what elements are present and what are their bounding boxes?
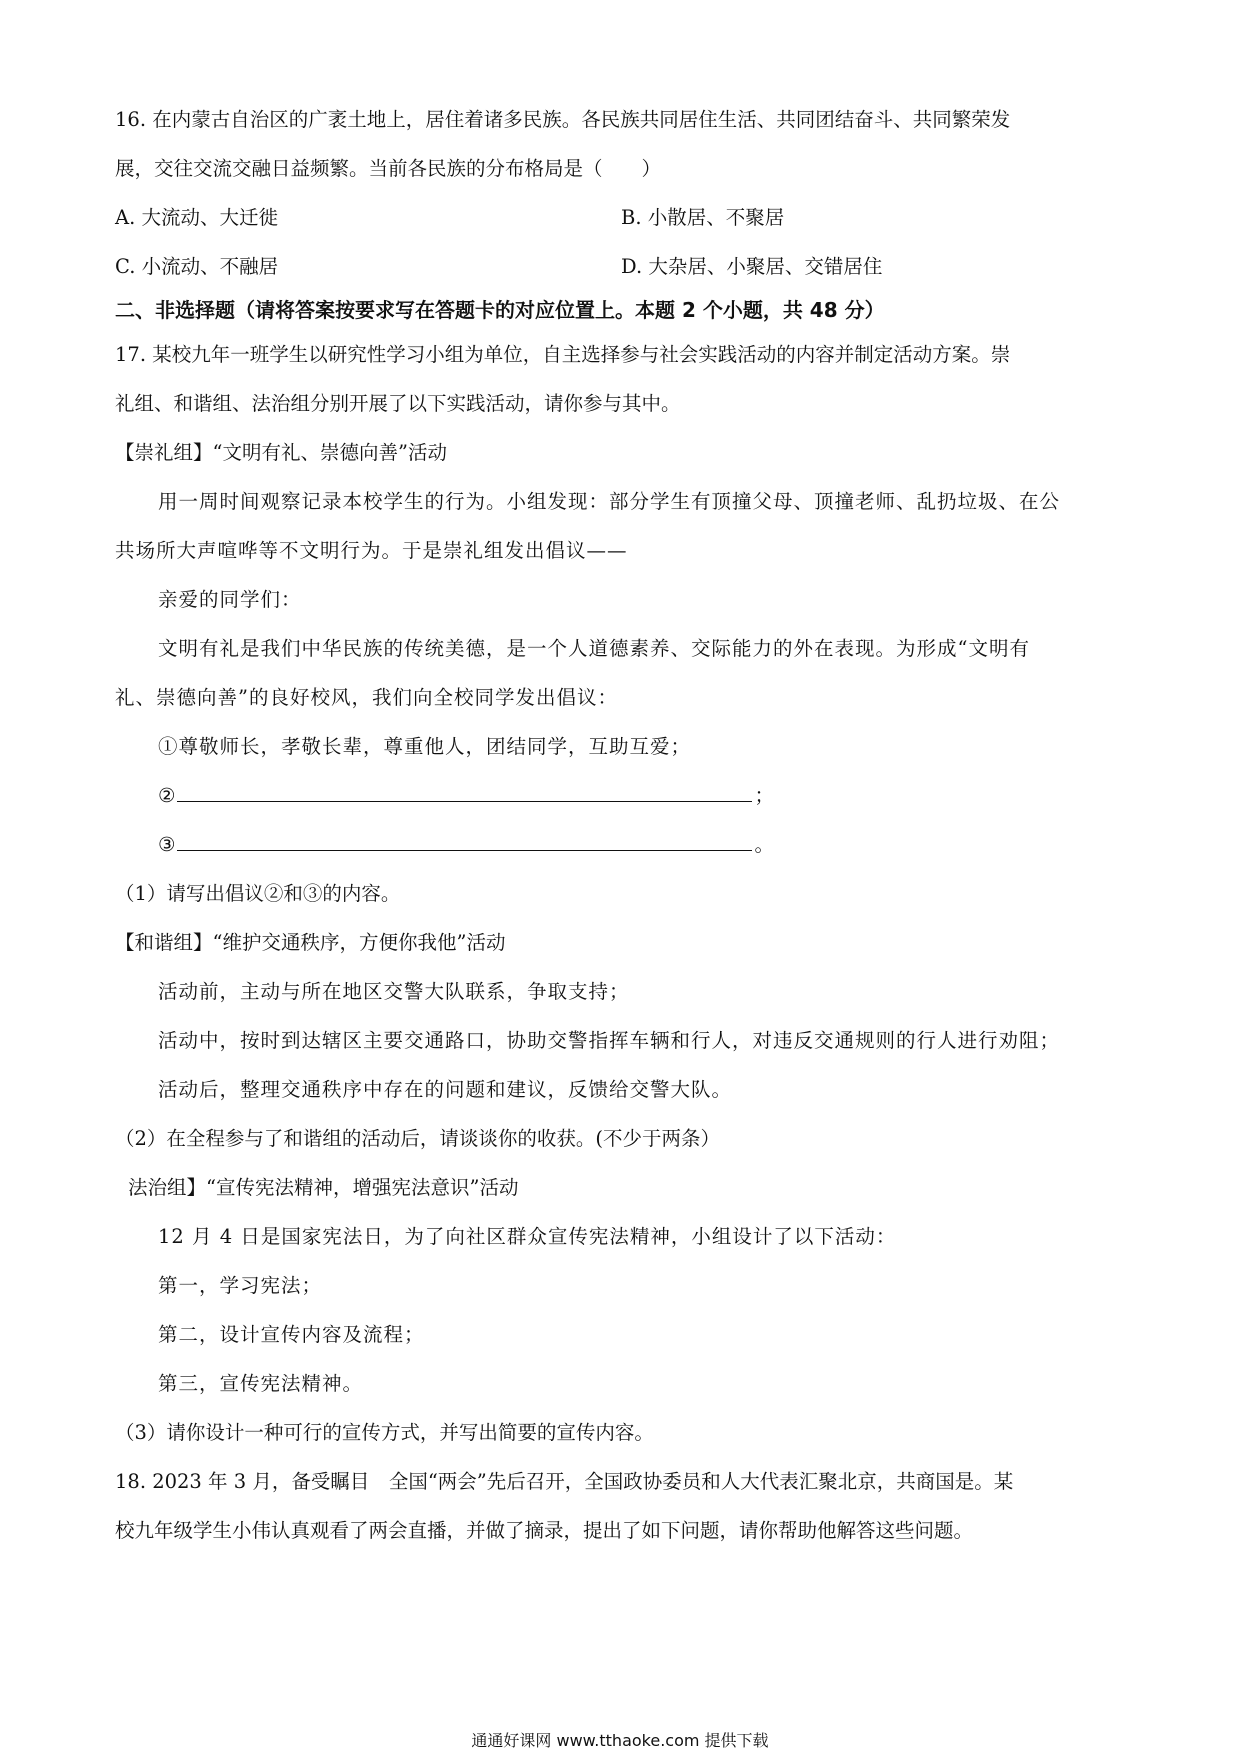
fazhi-step-3: 第三，宣传宪法精神。 [158, 1372, 364, 1395]
q16-stem-line1: 16. 在内蒙古自治区的广袤土地上，居住着诸多民族。各民族共同居住生活、共同团结奋斗、共同繁荣发 [115, 108, 1011, 131]
proposal-2-end: ； [754, 784, 774, 807]
sub-question-1: （1）请写出倡议②和③的内容。 [115, 882, 401, 905]
proposal-2 [158, 786, 774, 806]
fazhi-step-1: 第一，学习宪法； [158, 1274, 323, 1297]
chongli-title: 【崇礼组】“文明有礼、崇德向善”活动 [115, 441, 447, 464]
page-footer: 通通好课网 www.tthaoke.com 提供下载 [471, 1731, 769, 1750]
sub-question-2: （2）在全程参与了和谐组的活动后，请谈谈你的收获。(不少于两条） [115, 1127, 721, 1150]
fazhi-step-2: 第二，设计宣传内容及流程； [158, 1323, 425, 1346]
proposal-2-marker: ② [158, 784, 176, 807]
section2-heading: 二、非选择题（请将答案按要求写在答题卡的对应位置上。本题 2 个小题，共 48 分） [115, 298, 885, 322]
proposal-3-marker: ③ [158, 833, 176, 856]
hexie-during: 活动中，按时到达辖区主要交通路口，协助交警指挥车辆和行人，对违反交通规则的行人进行劝阻； [158, 1029, 1061, 1052]
proposal-1: ①尊敬师长，孝敬长辈，尊重他人，团结同学，互助互爱； [158, 735, 692, 758]
proposal-2-blank[interactable] [177, 799, 752, 802]
fazhi-intro: 12 月 4 日是国家宪法日，为了向社区群众宣传宪法精神，小组设计了以下活动： [158, 1225, 897, 1248]
hexie-after: 活动后，整理交通秩序中存在的问题和建议，反馈给交警大队。 [158, 1078, 733, 1101]
q16-stem-line2: 展，交往交流交融日益频繁。当前各民族的分布格局是（ ） [115, 157, 662, 180]
chongli-greeting: 亲爱的同学们： [158, 588, 302, 611]
proposal-3 [158, 835, 774, 855]
hexie-title: 【和谐组】“维护交通秩序，方便你我他”活动 [115, 931, 506, 954]
chongli-paragraph2-line1: 文明有礼是我们中华民族的传统美德，是一个人道德素养、交际能力的外在表现。为形成“文明有 [158, 637, 1030, 660]
fazhi-title: 法治组】“宣传宪法精神，增强宪法意识”活动 [128, 1176, 519, 1199]
proposal-3-blank[interactable] [177, 848, 752, 851]
q16-option-b: B. 小散居、不聚居 [621, 206, 785, 229]
q16-option-a: A. 大流动、大迁徙 [115, 206, 278, 229]
sub-question-3: （3）请你设计一种可行的宣传方式，并写出简要的宣传内容。 [115, 1421, 654, 1444]
q18-line1: 18. 2023 年 3 月，备受瞩目 全国“两会”先后召开，全国政协委员和人大代表汇聚北京，共商国是。某 [115, 1470, 1014, 1493]
hexie-before: 活动前，主动与所在地区交警大队联系，争取支持； [158, 980, 630, 1003]
q17-intro-line1: 17. 某校九年一班学生以研究性学习小组为单位，自主选择参与社会实践活动的内容并制定活动方案。崇 [115, 343, 1011, 366]
proposal-3-end: 。 [754, 833, 774, 856]
q16-option-c: C. 小流动、不融居 [115, 255, 279, 278]
chongli-paragraph1-line1: 用一周时间观察记录本校学生的行为。小组发现：部分学生有顶撞父母、顶撞老师、乱扔垃圾、在公 [158, 490, 1061, 513]
q16-option-d: D. 大杂居、小聚居、交错居住 [621, 255, 883, 278]
q17-intro-line2: 礼组、和谐组、法治组分别开展了以下实践活动，请你参与其中。 [115, 392, 681, 415]
chongli-paragraph2-line2: 礼、崇德向善”的良好校风，我们向全校同学发出倡议： [115, 686, 618, 709]
chongli-paragraph1-line2: 共场所大声喧哗等不文明行为。于是崇礼组发出倡议—— [115, 539, 628, 562]
q18-line2: 校九年级学生小伟认真观看了两会直播，并做了摘录，提出了如下问题，请你帮助他解答这些问题。 [115, 1519, 974, 1542]
